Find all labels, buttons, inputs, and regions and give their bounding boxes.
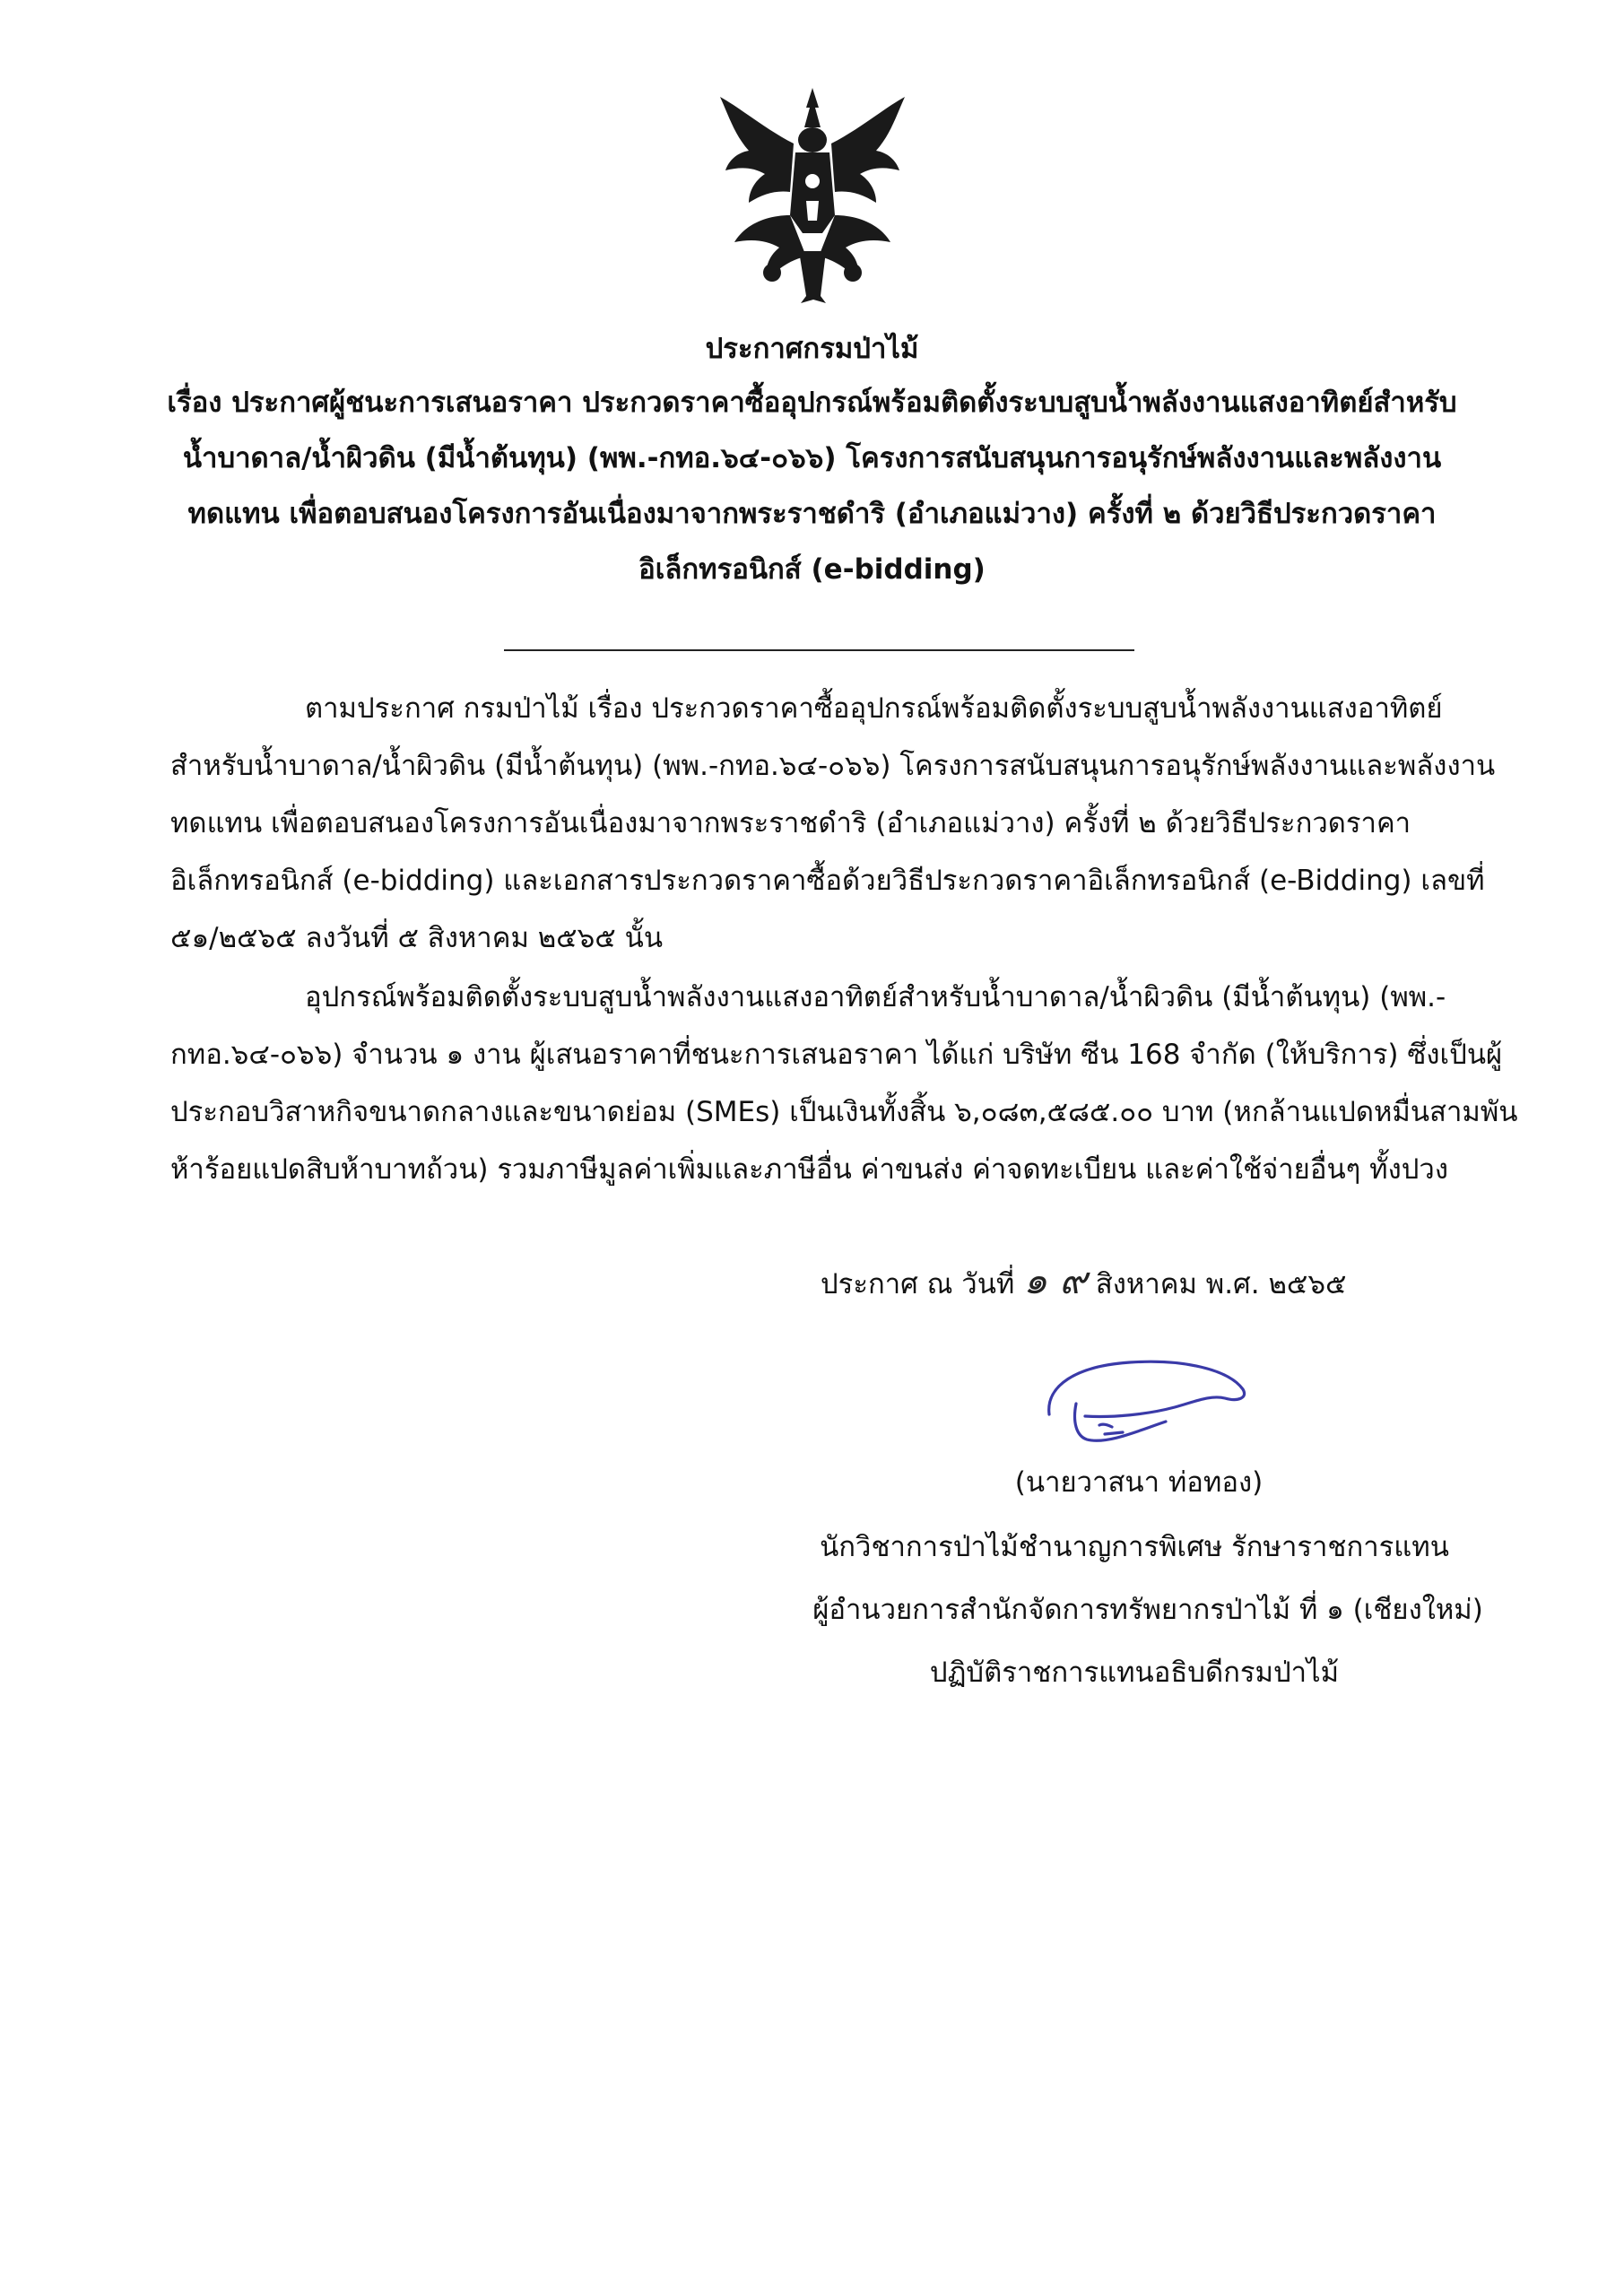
- signatory-position: ผู้อำนวยการสำนักจัดการทรัพยากรป่าไม้ ที่ ๑ (เชียงใหม่): [812, 1594, 1483, 1626]
- garuda-emblem-icon: [713, 81, 912, 305]
- signatory-name: (นายวาสนา ท่อทอง): [1014, 1466, 1264, 1499]
- paragraph-winner: [170, 969, 1518, 1198]
- signature-image: [1040, 1350, 1255, 1457]
- document-subject: [135, 375, 1489, 597]
- date-prefix: ประกาศ ณ วันที่: [821, 1268, 1015, 1300]
- subject-line: น้ำบาดาล/น้ำผิวดิน (มีน้ำต้นทุน) (พพ.-กทอ.๖๔-๐๖๖) โครงการสนับสนุนการอนุรักษ์พลังงานและพลังงาน: [182, 442, 1442, 474]
- paragraph-line: สำหรับน้ำบาดาล/น้ำผิวดิน (มีน้ำต้นทุน) (พพ.-กทอ.๖๔-๐๖๖) โครงการสนับสนุนการอนุรักษ์พลังงานและพลังงาน: [170, 750, 1496, 782]
- paragraph-line: อุปกรณ์พร้อมติดตั้งระบบสูบน้ำพลังงานแสงอาทิตย์สำหรับน้ำบาดาล/น้ำผิวดิน (มีน้ำต้นทุน) (พพ.-: [305, 981, 1446, 1013]
- signatory-position: ปฏิบัติราชการแทนอธิบดีกรมป่าไม้: [929, 1657, 1340, 1689]
- paragraph-line: อิเล็กทรอนิกส์ (e-bidding) และเอกสารประกวดราคาซื้อด้วยวิธีประกวดราคาอิเล็กทรอนิกส์ (e-Bidding) เลขที่: [170, 865, 1485, 897]
- paragraph-line: ทดแทน เพื่อตอบสนองโครงการอันเนื่องมาจากพระราชดำริ (อำเภอแม่วาง) ครั้งที่ ๒ ด้วยวิธีประกวดราคา: [170, 807, 1411, 839]
- paragraph-reference: [170, 680, 1496, 967]
- subject-line: เรื่อง ประกาศผู้ชนะการเสนอราคา ประกวดราคาซื้ออุปกรณ์พร้อมติดตั้งระบบสูบน้ำพลังงานแสงอาทิตย์สำหรับ: [167, 387, 1457, 419]
- divider-line: [504, 649, 1134, 651]
- paragraph-line: ๕๑/๒๕๖๕ ลงวันที่ ๕ สิงหาคม ๒๕๖๕ นั้น: [170, 922, 664, 954]
- subject-line: ทดแทน เพื่อตอบสนองโครงการอันเนื่องมาจากพระราชดำริ (อำเภอแม่วาง) ครั้งที่ ๒ ด้วยวิธีประกวดราคา: [187, 498, 1437, 530]
- date-suffix: สิงหาคม พ.ศ. ๒๕๖๕: [1095, 1268, 1347, 1300]
- announcement-date: [821, 1251, 1346, 1310]
- subject-line: อิเล็กทรอนิกส์ (e-bidding): [638, 553, 986, 586]
- paragraph-line: ประกอบวิสาหกิจขนาดกลางและขนาดย่อม (SMEs) เป็นเงินทั้งสิ้น ๖,๐๘๓,๕๘๕.๐๐ บาท (หกล้านแปดหมื่นสามพัน: [170, 1096, 1518, 1128]
- paragraph-line: กทอ.๖๔-๐๖๖) จำนวน ๑ งาน ผู้เสนอราคาที่ชนะการเสนอราคา ได้แก่ บริษัท ซีน 168 จำกัด (ให้บริการ) ซึ่งเป็นผู้: [170, 1039, 1503, 1071]
- document-title: ประกาศกรมป่าไม้: [705, 333, 919, 365]
- date-day: ๑ ๙: [1023, 1258, 1087, 1302]
- paragraph-line: ห้าร้อยแปดสิบห้าบาทถ้วน) รวมภาษีมูลค่าเพิ่มและภาษีอื่น ค่าขนส่ง ค่าจดทะเบียน และค่าใช้จ่ายอื่นๆ ทั้งปวง: [170, 1153, 1448, 1186]
- signatory-position: นักวิชาการป่าไม้ชำนาญการพิเศษ รักษาราชการแทน: [820, 1531, 1449, 1563]
- paragraph-line: ตามประกาศ กรมป่าไม้ เรื่อง ประกวดราคาซื้ออุปกรณ์พร้อมติดตั้งระบบสูบน้ำพลังงานแสงอาทิตย์: [305, 692, 1443, 725]
